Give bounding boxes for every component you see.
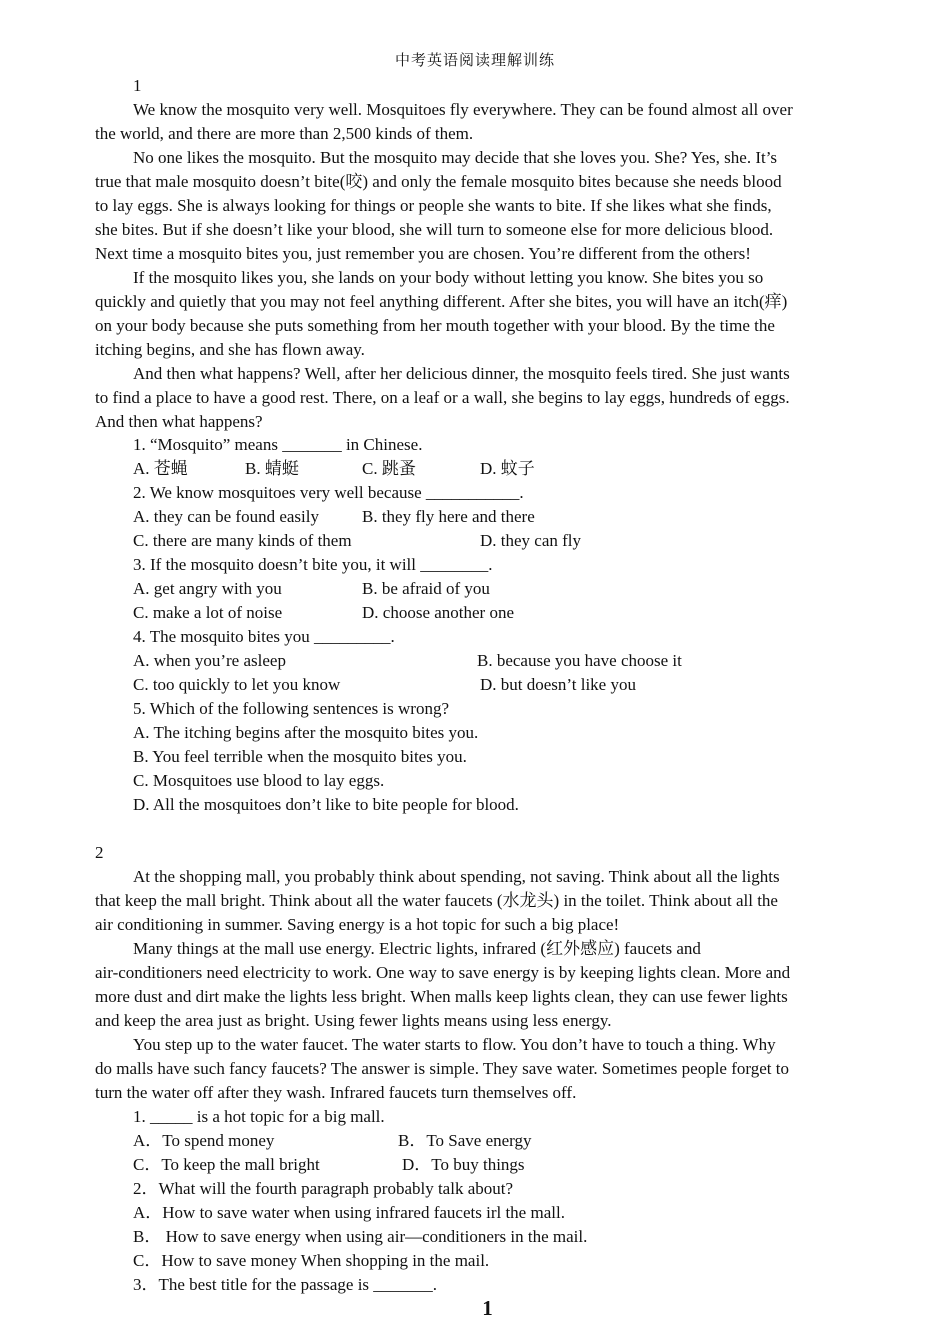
option: C. there are many kinds of them [133, 531, 352, 550]
option: A. The itching begins after the mosquito bites you. [133, 723, 479, 742]
option: D．To buy things [402, 1155, 525, 1174]
paragraph-line: itching begins, and she has flown away. [95, 340, 365, 359]
option: C．To keep the mall bright [133, 1155, 320, 1174]
paragraph-line: she bites. But if she doesn’t like your blood, she will turn to someone else for more delicious blood. [95, 220, 774, 239]
option: D. they can fly [480, 531, 582, 550]
paragraph-line: At the shopping mall, you probably think about spending, not saving. Think about all the lights [133, 867, 780, 886]
paragraph-line: air conditioning in summer. Saving energy is a hot topic for such a big place! [95, 915, 620, 934]
option: A．To spend money [133, 1131, 275, 1150]
option: C. Mosquitoes use blood to lay eggs. [133, 771, 385, 790]
question: 2. We know mosquitoes very well because ___________. [133, 483, 524, 502]
paragraph-line: And then what happens? Well, after her delicious dinner, the mosquito feels tired. She just wants [133, 364, 790, 383]
paragraph-line: more dust and dirt make the lights less bright. When malls keep lights clean, they can use fewer lights [95, 987, 788, 1006]
paragraph-line: to find a place to have a good rest. There, on a leaf or a wall, she begins to lay eggs, hundreds of eggs. [95, 388, 790, 407]
question: 3. If the mosquito doesn’t bite you, it will ________. [133, 555, 493, 574]
option: B．To Save energy [398, 1131, 532, 1150]
paragraph-line: Many things at the mall use energy. Electric lights, infrared (红外感应) faucets and [133, 939, 701, 958]
paragraph-line: We know the mosquito very well. Mosquitoes fly everywhere. They can be found almost all over [133, 100, 793, 119]
paragraph-line: quickly and quietly that you may not feel anything different. After she bites, you will have an itch(痒) [95, 292, 788, 311]
option: D. choose another one [362, 603, 515, 622]
paragraph-line: Next time a mosquito bites you, just remember you are chosen. You’re different from the others! [95, 244, 751, 263]
option: A. they can be found easily [133, 507, 319, 526]
paragraph-line: and keep the area just as bright. Using fewer lights means using less energy. [95, 1011, 612, 1030]
paragraph-line: do malls have such fancy faucets? The answer is simple. They save water. Sometimes people forget to [95, 1059, 789, 1078]
question: 5. Which of the following sentences is wrong? [133, 699, 450, 718]
paragraph-line: And then what happens? [95, 412, 263, 431]
question: 4. The mosquito bites you _________. [133, 627, 395, 646]
section-number: 1 [133, 76, 142, 95]
option: B. they fly here and there [362, 507, 535, 526]
option: D. All the mosquitoes don’t like to bite people for blood. [133, 795, 519, 814]
paragraph-line: No one likes the mosquito. But the mosquito may decide that she loves you. She? Yes, she. It’s [133, 148, 778, 167]
section-number: 2 [95, 843, 104, 862]
option: B. be afraid of you [362, 579, 490, 598]
option: C．How to save money When shopping in the mail. [133, 1251, 490, 1270]
option: C. 跳蚤 [362, 459, 416, 478]
option: B. 蜻蜓 [245, 459, 299, 478]
option: B. You feel terrible when the mosquito bites you. [133, 747, 467, 766]
option: B. because you have choose it [477, 651, 682, 670]
paragraph-line: to lay eggs. She is always looking for things or people she wants to bite. If she likes what she finds, [95, 196, 772, 215]
paragraph-line: air-conditioners need electricity to work. One way to save energy is by keeping lights clean. More and [95, 963, 791, 982]
paragraph-line: true that male mosquito doesn’t bite(咬) and only the female mosquito bites because she needs blood [95, 172, 782, 191]
option: C. too quickly to let you know [133, 675, 341, 694]
paragraph-line: on your body because she puts something from her mouth together with your blood. By the time the [95, 316, 775, 335]
question: 3．The best title for the passage is _______. [133, 1275, 438, 1294]
paragraph-line: If the mosquito likes you, she lands on your body without letting you know. She bites you so [133, 268, 764, 287]
option: A．How to save water when using infrared faucets irl the mall. [133, 1203, 565, 1222]
option: D. 蚊子 [480, 459, 535, 478]
option: A. get angry with you [133, 579, 282, 598]
paragraph-line: turn the water off after they wash. Infrared faucets turn themselves off. [95, 1083, 577, 1102]
paragraph-line: You step up to the water faucet. The water starts to flow. You don’t have to touch a thing. Why [133, 1035, 776, 1054]
option: A. 苍蝇 [133, 459, 188, 478]
question: 1. _____ is a hot topic for a big mall. [133, 1107, 385, 1126]
option: C. make a lot of noise [133, 603, 283, 622]
document-title: 中考英语阅读理解训练 [394, 51, 555, 69]
page-number: 1 [482, 1296, 493, 1320]
option: B． How to save energy when using air—conditioners in the mail. [133, 1227, 588, 1246]
option: A. when you’re asleep [133, 651, 286, 670]
option: D. but doesn’t like you [480, 675, 636, 694]
question: 1. “Mosquito” means _______ in Chinese. [133, 435, 423, 454]
question: 2．What will the fourth paragraph probably talk about? [133, 1179, 514, 1198]
paragraph-line: the world, and there are more than 2,500 kinds of them. [95, 124, 474, 143]
paragraph-line: that keep the mall bright. Think about all the water faucets (水龙头) in the toilet. Think about all the [95, 891, 778, 910]
